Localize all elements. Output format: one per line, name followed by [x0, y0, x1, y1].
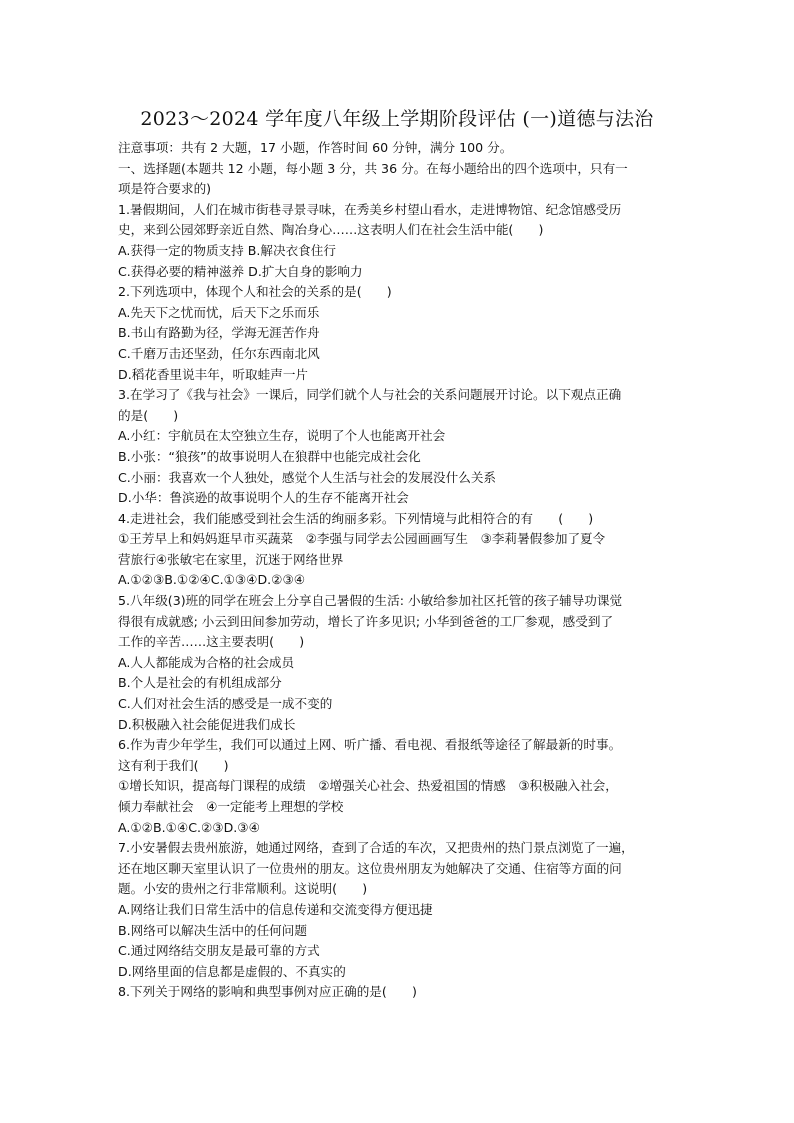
exam-body	[118, 138, 688, 1003]
text-line: 6.作为青少年学生，我们可以通过上网、听广播、看电视、看报纸等途径了解最新的时事。	[118, 737, 622, 753]
text-line: C.小丽：我喜欢一个人独处，感觉个人生活与社会的发展没什么关系	[118, 469, 497, 485]
text-line: A.获得一定的物质支持 B.解决衣食住行	[118, 242, 336, 258]
text-line: 2.下列选项中，体现个人和社会的关系的是( )	[118, 284, 392, 300]
text-line: A.①②③B.①②④C.①③④D.②③④	[118, 572, 306, 588]
text-line: 营旅行④张敏宅在家里，沉迷于网络世界	[118, 551, 344, 567]
text-line: B.个人是社会的有机组成部分	[118, 675, 282, 691]
text-line: D.小华：鲁滨逊的故事说明个人的生存不能离开社会	[118, 490, 409, 506]
exam-title: 2023～2024 学年度八年级上学期阶段评估 (一)道德与法治	[140, 108, 654, 130]
text-line: 7.小安暑假去贵州旅游，她通过网络，查到了合适的车次，又把贵州的热门景点浏览了一遍，	[118, 840, 634, 856]
text-line: A.小红：宇航员在太空独立生存，说明了个人也能离开社会	[118, 428, 446, 444]
text-line: B.网络可以解决生活中的任何问题	[118, 922, 307, 938]
text-line: 1.暑假期间，人们在城市街巷寻景寻味，在秀美乡村望山看水，走进博物馆、纪念馆感受历	[118, 201, 622, 217]
text-line: D.积极融入社会能促进我们成长	[118, 716, 296, 732]
text-line: D.网络里面的信息都是虚假的、不真实的	[118, 963, 346, 979]
text-line: B.小张：“狼孩”的故事说明人在狼群中也能完成社会化	[118, 448, 421, 464]
text-line: 还在地区聊天室里认识了一位贵州的朋友。这位贵州朋友为她解决了交通、住宿等方面的问	[118, 860, 622, 876]
text-line: C.通过网络结交朋友是最可靠的方式	[118, 943, 320, 959]
text-line: 倾力奉献社会 ④一定能考上理想的学校	[118, 799, 344, 814]
text-line: A.网络让我们日常生活中的信息传递和交流变得方便迅捷	[118, 901, 433, 917]
text-line: 史，来到公园郊野亲近自然、陶冶身心……这表明人们在社会生活中能( )	[118, 222, 544, 238]
text-line: 3.在学习了《我与社会》一课后，同学们就个人与社会的关系问题展开讨论。以下观点正确	[118, 387, 622, 403]
text-line: C.千磨万击还坚劲，任尔东西南北风	[118, 345, 320, 361]
text-line: 4.走进社会，我们能感受到社会生活的绚丽多彩。下列情境与此相符合的有 ( )	[118, 510, 594, 526]
text-line: ①王芳早上和妈妈逛早市买蔬菜 ②李强与同学去公园画画写生 ③李莉暑假参加了夏令	[118, 531, 606, 547]
text-line: 一、选择题(本题共 12 小题，每小题 3 分，共 36 分。在每小题给出的四个选项中，只有一	[118, 160, 628, 176]
text-line: D.稻花香里说丰年，听取蛙声一片	[118, 366, 309, 382]
text-line: 工作的辛苦……这主要表明( )	[118, 634, 305, 650]
text-line: 得很有成就感; 小云到田间参加劳动，增长了许多见识; 小华到爸爸的工厂参观，感受到了	[118, 613, 614, 629]
text-line: ①增长知识，提高每门课程的成绩 ②增强关心社会、热爱祖国的情感 ③积极融入社会，	[118, 778, 618, 794]
text-line: 注意事项：共有 2 大题，17 小题，作答时间 60 分钟，满分 100 分。	[118, 140, 513, 155]
text-line: 项是符合要求的)	[118, 181, 212, 197]
text-line: 的是( )	[118, 407, 179, 423]
text-line: C.获得必要的精神滋养 D.扩大自身的影响力	[118, 263, 363, 279]
text-line: 这有利于我们( )	[118, 757, 229, 773]
text-line: A.人人都能成为合格的社会成员	[118, 654, 295, 670]
text-line: A.①②B.①④C.②③D.③④	[118, 819, 260, 835]
text-line: A.先天下之忧而忧，后天下之乐而乐	[118, 304, 320, 320]
text-line: 题。小安的贵州之行非常顺利。这说明( )	[118, 881, 368, 897]
text-line: B.书山有路勤为径，学海无涯苦作舟	[118, 325, 320, 341]
text-line: 8.下列关于网络的影响和典型事例对应正确的是( )	[118, 984, 417, 1000]
text-line: C.人们对社会生活的感受是一成不变的	[118, 696, 333, 712]
text-line: 5.八年级(3)班的同学在班会上分享自己暑假的生活: 小敏给参加社区托管的孩子辅导功课觉	[118, 593, 623, 609]
